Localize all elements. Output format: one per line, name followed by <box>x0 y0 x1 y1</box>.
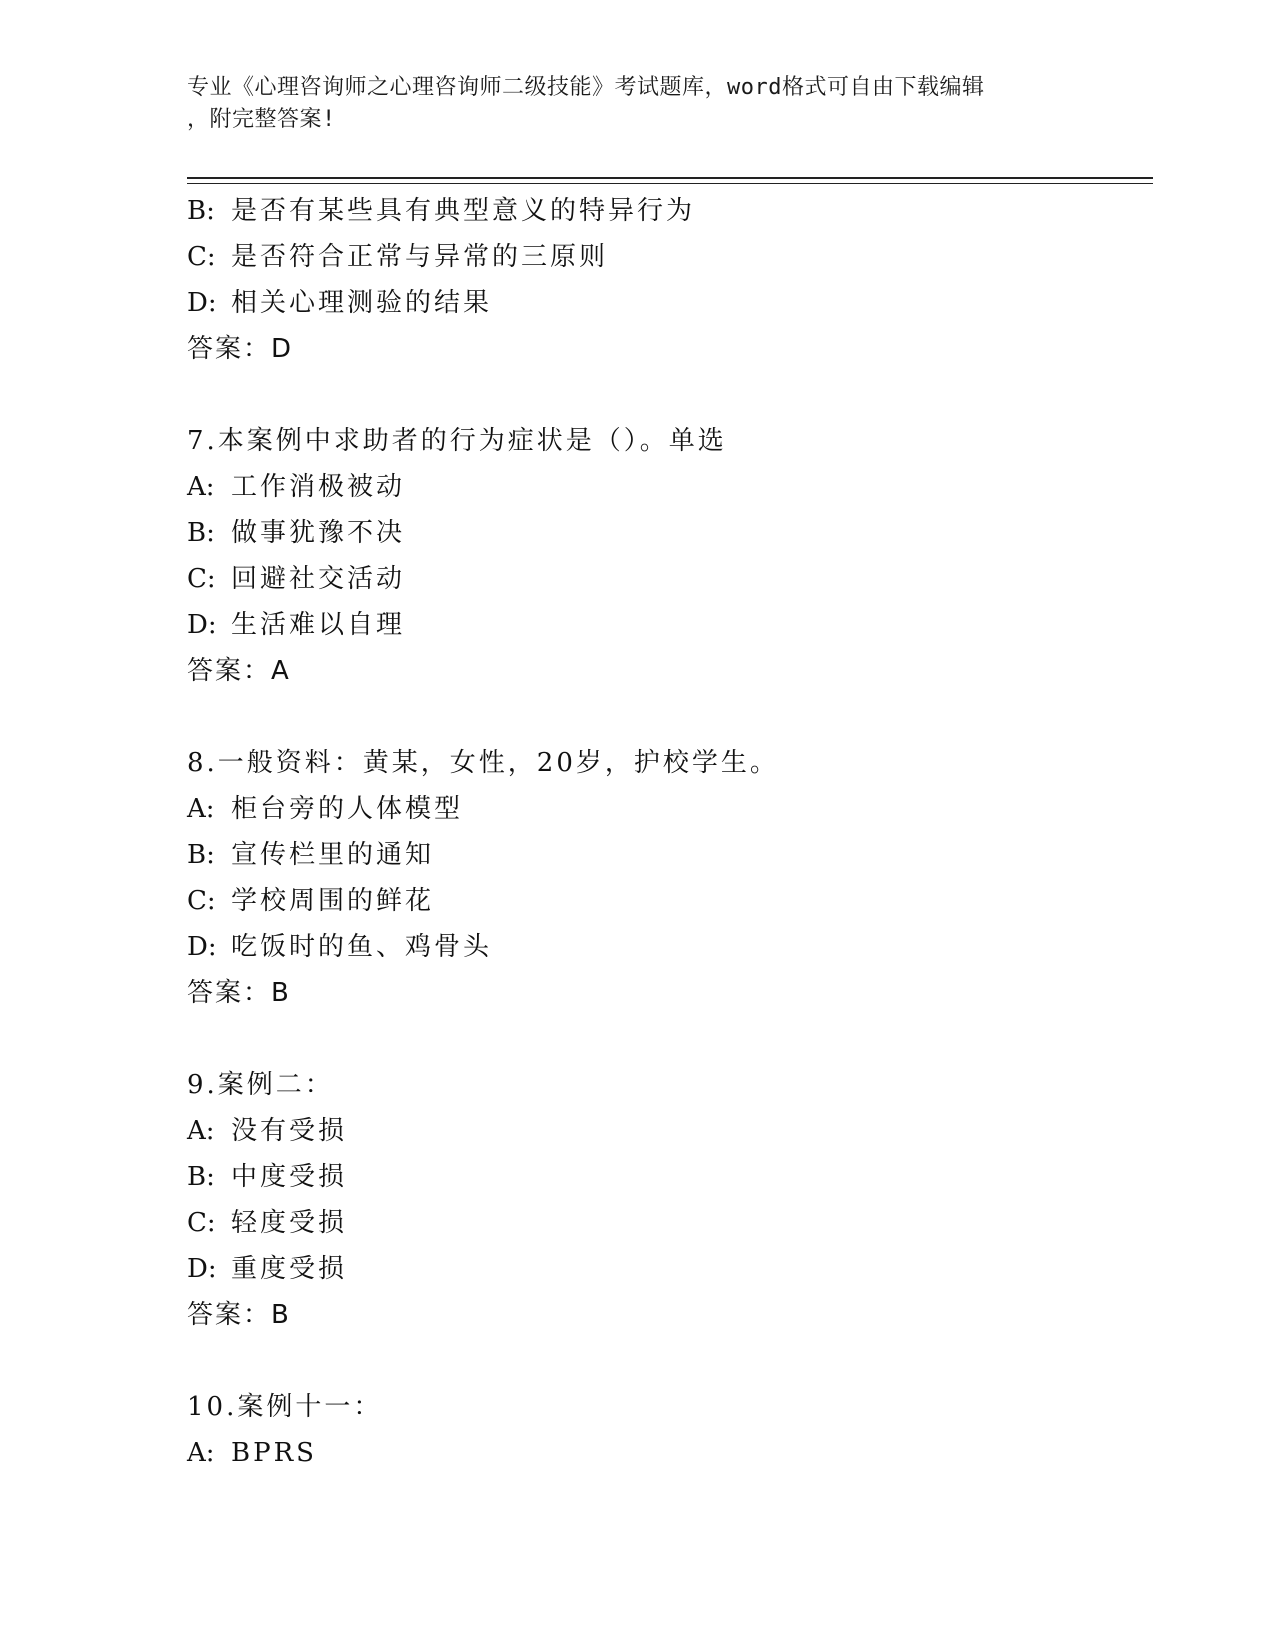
option-line <box>187 280 1147 326</box>
answer-line: 答案：A <box>187 656 291 686</box>
option-text: 做事犹豫不决 <box>231 518 406 548</box>
spacer <box>187 1016 1147 1062</box>
option-line <box>187 1200 1147 1246</box>
option-letter: A: <box>187 1116 215 1146</box>
header-line-2: ，附完整答案! <box>187 107 336 132</box>
option-line <box>187 878 1147 924</box>
header-rule-top <box>187 177 1153 179</box>
spacer <box>187 694 1147 740</box>
option-line <box>187 924 1147 970</box>
option-text: 工作消极被动 <box>231 472 406 502</box>
option-text: 相关心理测验的结果 <box>231 288 493 318</box>
option-letter: C: <box>187 1208 216 1238</box>
option-line <box>187 602 1147 648</box>
option-letter: C: <box>187 242 216 272</box>
option-line <box>187 188 1147 234</box>
question-stem: 7.本案例中求助者的行为症状是（）。单选 <box>187 426 727 456</box>
option-letter: B: <box>187 196 215 226</box>
option-letter: B: <box>187 840 215 870</box>
option-letter: B: <box>187 1162 215 1192</box>
option-line <box>187 234 1147 280</box>
option-text: 中度受损 <box>231 1162 348 1192</box>
question-stem: 8.一般资料：黄某，女性，20岁，护校学生。 <box>187 748 779 778</box>
option-text: 吃饭时的鱼、鸡骨头 <box>231 932 493 962</box>
option-line <box>187 1246 1147 1292</box>
option-letter: D: <box>187 288 217 318</box>
option-text: 重度受损 <box>231 1254 348 1284</box>
document-header <box>187 72 1087 136</box>
question-stem: 10.案例十一： <box>187 1392 383 1422</box>
option-text: 宣传栏里的通知 <box>231 840 435 870</box>
answer-line: 答案：B <box>187 1300 291 1330</box>
option-letter: A: <box>187 794 215 824</box>
spacer <box>187 1338 1147 1384</box>
option-text: 柜台旁的人体模型 <box>231 794 464 824</box>
option-text: 轻度受损 <box>231 1208 348 1238</box>
option-letter: A: <box>187 1438 215 1468</box>
option-line <box>187 1108 1147 1154</box>
option-line <box>187 1430 1147 1476</box>
option-letter: D: <box>187 1254 217 1284</box>
option-letter: C: <box>187 886 216 916</box>
spacer <box>187 372 1147 418</box>
option-text: 是否符合正常与异常的三原则 <box>231 242 609 272</box>
option-text: 回避社交活动 <box>231 564 406 594</box>
option-letter: D: <box>187 932 217 962</box>
option-text: 没有受损 <box>231 1116 348 1146</box>
header-line-1: 专业《心理咨询师之心理咨询师二级技能》考试题库，word格式可自由下载编辑 <box>187 75 985 100</box>
header-rule-bottom <box>187 183 1153 184</box>
option-text: BPRS <box>231 1438 317 1468</box>
question-list <box>187 188 1147 1476</box>
option-line <box>187 464 1147 510</box>
option-letter: B: <box>187 518 215 548</box>
option-line <box>187 786 1147 832</box>
answer-line: 答案：B <box>187 978 291 1008</box>
question-stem: 9.案例二： <box>187 1070 334 1100</box>
option-line <box>187 832 1147 878</box>
option-text: 是否有某些具有典型意义的特异行为 <box>231 196 696 226</box>
option-letter: A: <box>187 472 215 502</box>
option-line <box>187 1154 1147 1200</box>
option-line <box>187 556 1147 602</box>
option-line <box>187 510 1147 556</box>
option-letter: D: <box>187 610 217 640</box>
option-text: 学校周围的鲜花 <box>231 886 435 916</box>
answer-line: 答案：D <box>187 334 294 364</box>
option-text: 生活难以自理 <box>231 610 406 640</box>
option-letter: C: <box>187 564 216 594</box>
